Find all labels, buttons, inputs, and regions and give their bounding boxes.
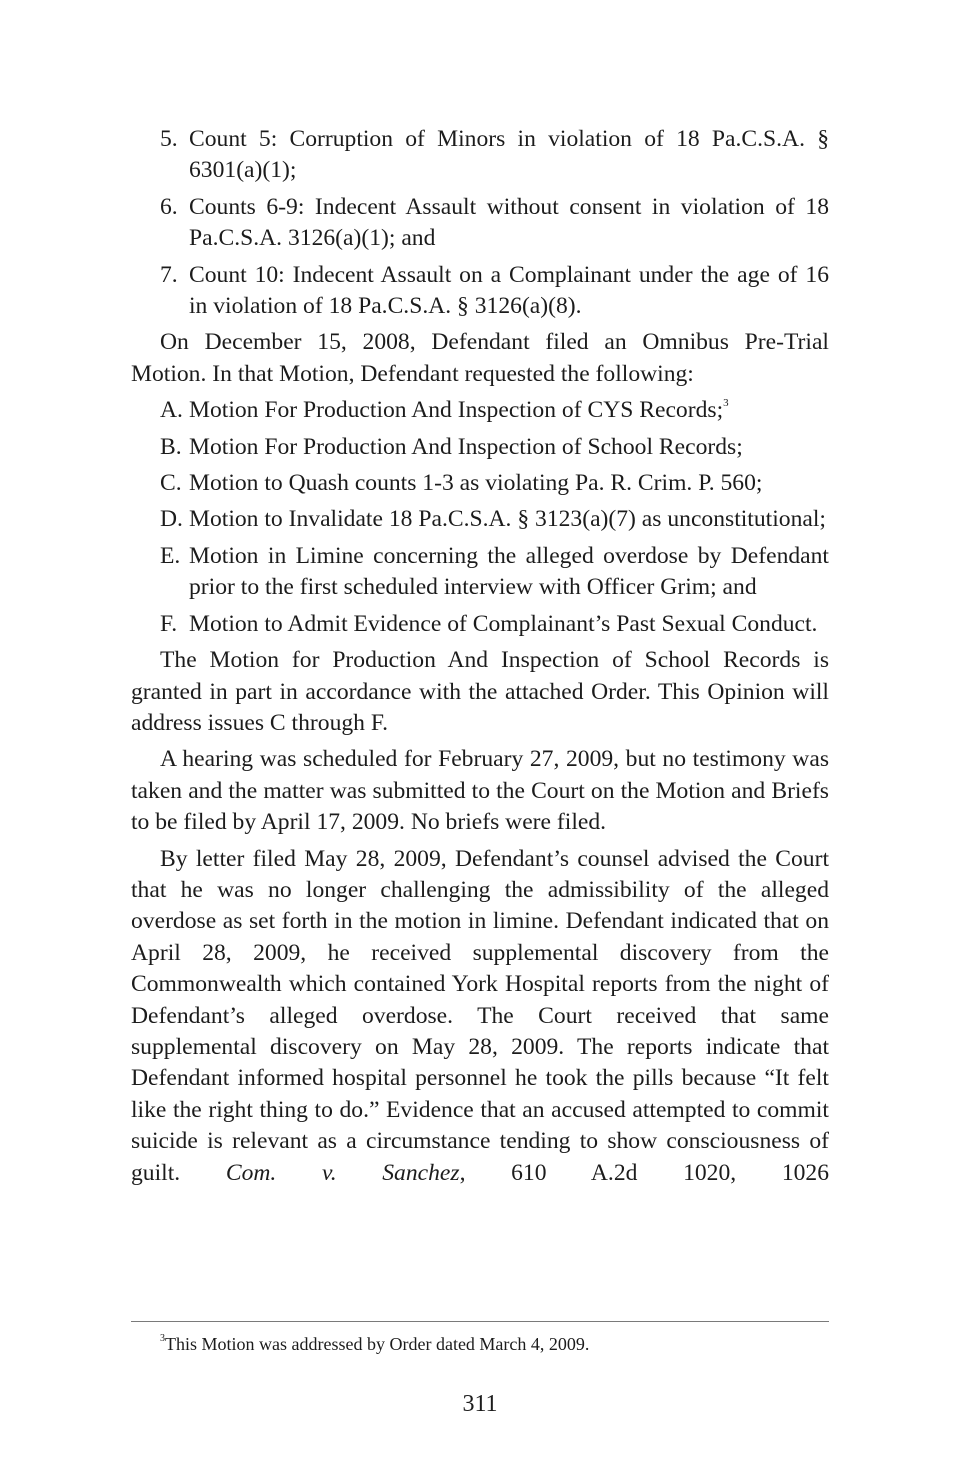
- list-marker: F.: [160, 610, 178, 637]
- list-item-text: Count 10: Indecent Assault on a Complainant under the age of 16 in violation of 18 Pa.C.S.A. § 3126(a)(8).: [189, 261, 829, 320]
- footnote: [160, 1331, 829, 1357]
- page-number: 311: [462, 1391, 498, 1417]
- list-item-text: [189, 395, 829, 426]
- motions-list: [131, 395, 829, 640]
- list-item: [131, 395, 829, 426]
- list-item: [131, 432, 829, 463]
- body-paragraph-final: [131, 844, 829, 1189]
- list-item-text: Motion to Invalidate 18 Pa.C.S.A. § 3123(a)(7) as unconstitutional;: [189, 506, 826, 533]
- list-item-text: Motion For Production And Inspection of School Records;: [189, 433, 743, 460]
- list-marker: B.: [160, 433, 182, 460]
- list-marker: 6.: [160, 193, 178, 220]
- list-item: [131, 124, 829, 187]
- footnote-divider: [131, 1321, 829, 1322]
- page-body: [131, 124, 829, 1194]
- footnote-number: 3: [160, 1333, 165, 1344]
- list-item-text: Motion to Quash counts 1-3 as violating Pa. R. Crim. P. 560;: [189, 470, 763, 497]
- list-item-text: Counts 6-9: Indecent Assault without consent in violation of 18 Pa.C.S.A. 3126(a)(1); and: [189, 193, 829, 252]
- footnote-text: This Motion was addressed by Order dated March 4, 2009.: [165, 1334, 590, 1354]
- list-item: [131, 192, 829, 255]
- body-paragraph: The Motion for Production And Inspection of School Records is granted in part in accordance with the attached Order. This Opinion will address issues C through F.: [131, 647, 829, 736]
- list-item: [131, 504, 829, 535]
- motion-a-text: Motion For Production And Inspection of CYS Records;: [189, 397, 724, 424]
- body-paragraph: A hearing was scheduled for February 27, 2009, but no testimony was taken and the matter was submitted to the Court on the Motion and Briefs to be filed by April 17, 2009. No briefs were filed.: [131, 746, 829, 836]
- list-marker: E.: [160, 542, 181, 569]
- list-marker: A.: [160, 397, 183, 424]
- list-item-text: Count 5: Corruption of Minors in violation of 18 Pa.C.S.A. § 6301(a)(1);: [189, 126, 829, 184]
- list-item: [131, 609, 829, 640]
- list-item-text: Motion to Admit Evidence of Complainant’s Past Sexual Conduct.: [189, 610, 818, 637]
- list-marker: D.: [160, 506, 183, 533]
- final-paragraph-text: By letter filed May 28, 2009, Defendant’s counsel advised the Court that he was no longer challenging the admissibility of the alleged overdose as set forth in the motion in limine. Defendant indicated that on April 28, 2009, he received supplemental discovery from the Commonwealth which contained York Hospital reports from the night of Defendant’s alleged overdose. The Court received that same supplemental discovery on May 28, 2009. The reports indicate that Defendant informed hospital personnel he took the pills because “It felt like the right thing to do.” Evidence that an accused attempted to commit suicide is relevant as a circumstance tending to show consciousness of guilt.: [131, 845, 829, 1186]
- list-item: [131, 541, 829, 604]
- list-marker: 7.: [160, 261, 178, 288]
- counts-list: [131, 124, 829, 322]
- footnote-reference: 3: [723, 397, 729, 410]
- case-citation-reporter: , 610 A.2d 1020, 1026: [459, 1159, 830, 1186]
- list-item-text: Motion in Limine concerning the alleged overdose by Defendant prior to the first scheduled interview with Officer Grim; and: [189, 542, 829, 601]
- list-item: [131, 260, 829, 323]
- list-marker: 5.: [160, 126, 178, 152]
- list-item: [131, 468, 829, 499]
- list-marker: C.: [160, 470, 182, 497]
- intro-paragraph: On December 15, 2008, Defendant filed an Omnibus Pre-Trial Motion. In that Motion, Defendant requested the following:: [131, 329, 829, 387]
- case-citation-name: Com. v. Sanchez: [225, 1159, 460, 1186]
